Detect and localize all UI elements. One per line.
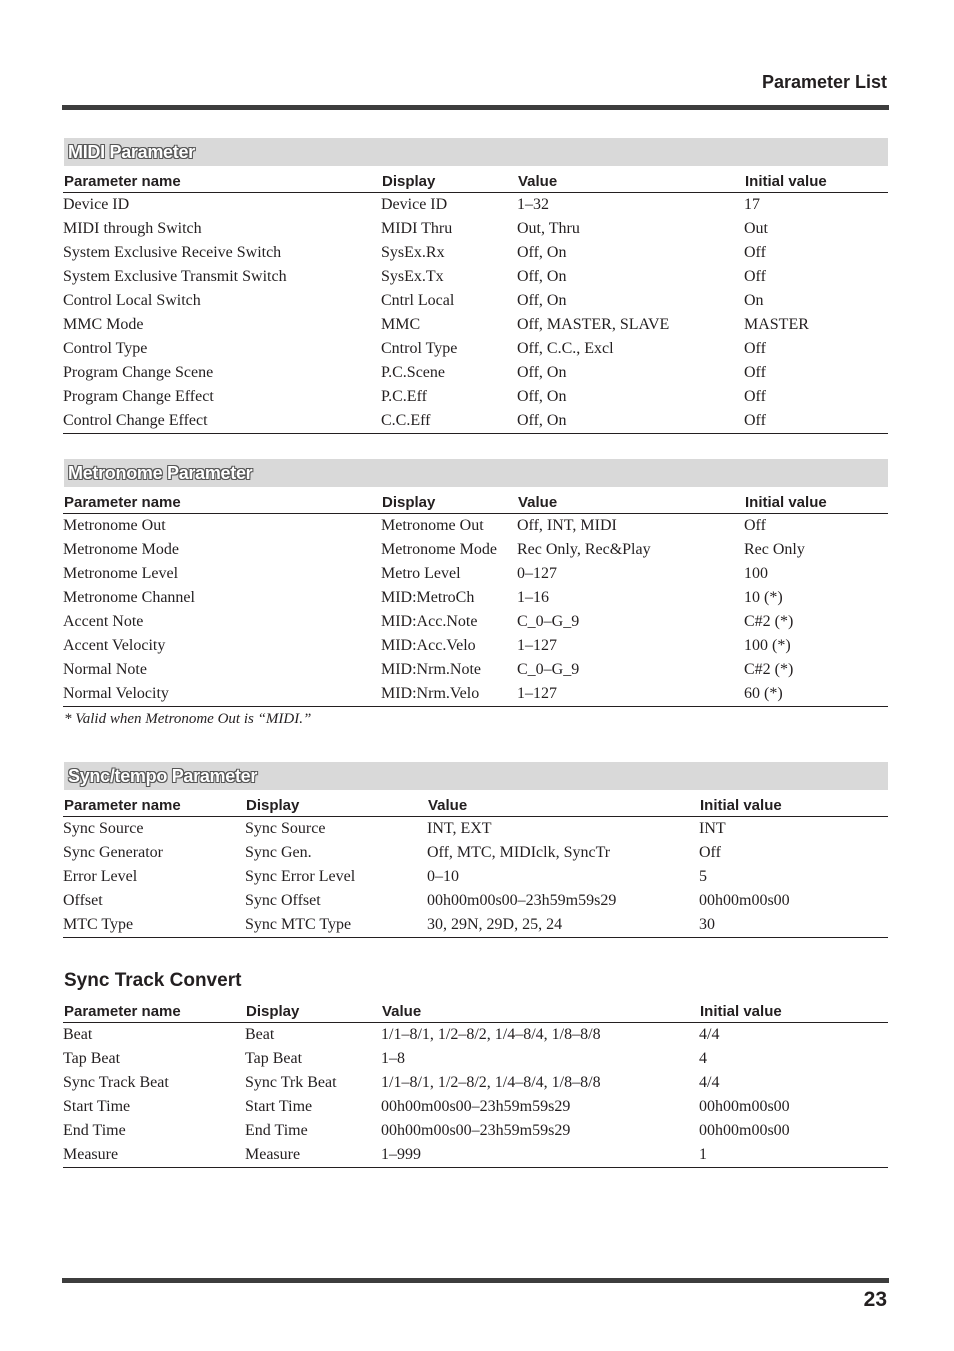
table-cell: Normal Velocity	[63, 682, 381, 707]
table-row	[63, 1143, 888, 1168]
table-cell: 00h00m00s00	[699, 892, 790, 909]
table-cell: P.C.Eff	[381, 388, 427, 405]
table-cell: Measure	[63, 1143, 245, 1168]
table-cell: Off	[744, 517, 766, 534]
table-row	[63, 1047, 888, 1071]
midi-parameter-table	[63, 172, 888, 434]
table-cell: Off, MASTER, SLAVE	[517, 316, 670, 333]
table-row	[63, 841, 888, 865]
table-header-row	[63, 172, 888, 193]
table-cell: Off	[744, 268, 766, 285]
sync-track-convert-heading: Sync Track Convert	[64, 970, 242, 991]
table-cell: 0–10	[427, 868, 459, 885]
column-header: Display	[381, 172, 517, 193]
sync-section-heading: Sync/tempo Parameter	[68, 766, 258, 786]
table-row	[63, 610, 888, 634]
column-header: Parameter name	[63, 1002, 245, 1023]
table-row	[63, 586, 888, 610]
metronome-parameter-table	[63, 493, 888, 707]
table-cell: 30	[699, 913, 888, 938]
column-header: Parameter name	[63, 172, 381, 193]
table-cell: 60 (*)	[744, 682, 888, 707]
table-cell: On	[744, 292, 764, 309]
table-row	[63, 385, 888, 409]
table-cell: 00h00m00s00–23h59m59s29	[427, 892, 617, 909]
table-cell: Off	[744, 340, 766, 357]
footer-rule	[62, 1278, 889, 1283]
table-cell: Program Change Scene	[63, 364, 214, 381]
table-cell: Sync MTC Type	[245, 913, 427, 938]
table-cell: Sync Offset	[245, 892, 321, 909]
table-cell: 1/1–8/1, 1/2–8/2, 1/4–8/4, 1/8–8/8	[381, 1074, 601, 1091]
table-cell: INT	[699, 820, 726, 837]
table-cell: 5	[699, 868, 707, 885]
table-cell: Metronome Mode	[381, 541, 497, 558]
table-cell: Off, C.C., Excl	[517, 340, 614, 357]
table-cell: 30, 29N, 29D, 25, 24	[427, 913, 699, 938]
table-cell: C_0–G_9	[517, 613, 580, 630]
table-row	[63, 817, 888, 842]
table-row	[63, 265, 888, 289]
table-cell: Sync Source	[63, 820, 144, 837]
table-row	[63, 889, 888, 913]
column-header: Value	[517, 172, 744, 193]
table-cell: System Exclusive Receive Switch	[63, 244, 282, 261]
column-header: Parameter name	[63, 493, 381, 514]
table-cell: Off, MTC, MIDIclk, SyncTr	[427, 844, 611, 861]
table-row	[63, 217, 888, 241]
sync-track-convert-table	[63, 1002, 888, 1168]
table-cell: Start Time	[245, 1098, 313, 1115]
table-row	[63, 658, 888, 682]
metronome-section-heading: Metronome Parameter	[68, 463, 253, 483]
table-cell: Offset	[63, 892, 103, 909]
table-row	[63, 241, 888, 265]
header-rule	[62, 105, 889, 110]
table-cell: Accent Velocity	[63, 637, 166, 654]
table-cell: Normal Note	[63, 661, 147, 678]
table-cell: 4	[699, 1050, 707, 1067]
table-row	[63, 1119, 888, 1143]
table-cell: MIDI Thru	[381, 220, 453, 237]
table-cell: Accent Note	[63, 613, 144, 630]
table-cell: 00h00m00s00–23h59m59s29	[381, 1098, 571, 1115]
table-row	[63, 538, 888, 562]
table-cell: MMC Mode	[63, 316, 144, 333]
page-number: 23	[863, 1288, 887, 1311]
table-cell: C.C.Eff	[381, 409, 517, 434]
table-cell: MID:MetroCh	[381, 589, 475, 606]
column-header: Parameter name	[63, 796, 245, 817]
table-cell: MMC	[381, 316, 421, 333]
table-cell: Sync Track Beat	[63, 1074, 169, 1091]
table-cell: 1–999	[381, 1143, 699, 1168]
table-cell: 1–16	[517, 589, 549, 606]
table-cell: Off	[744, 244, 766, 261]
table-cell: Metronome Mode	[63, 541, 179, 558]
table-cell: Off, On	[517, 409, 744, 434]
column-header: Initial value	[699, 1002, 888, 1023]
table-cell: Sync Source	[245, 820, 326, 837]
table-cell: 00h00m00s00–23h59m59s29	[381, 1122, 571, 1139]
metronome-footnote: * Valid when Metronome Out is “MIDI.”	[64, 711, 312, 727]
column-header: Initial value	[744, 493, 888, 514]
table-cell: Tap Beat	[63, 1050, 121, 1067]
sync-section-bar	[64, 762, 888, 790]
table-cell: Control Change Effect	[63, 409, 381, 434]
table-cell: System Exclusive Transmit Switch	[63, 268, 287, 285]
metronome-section-bar	[64, 459, 888, 487]
table-cell: Off, On	[517, 388, 567, 405]
table-cell: Device ID	[63, 196, 130, 213]
column-header: Value	[427, 796, 699, 817]
midi-section-heading: MIDI Parameter	[68, 142, 195, 162]
table-cell: Measure	[245, 1143, 381, 1168]
column-header: Display	[245, 796, 427, 817]
table-cell: Off, On	[517, 292, 567, 309]
table-cell: 100	[744, 565, 768, 582]
table-row	[63, 409, 888, 434]
table-cell: 1–32	[517, 196, 549, 213]
table-cell: Cntrol Type	[381, 340, 458, 357]
column-header: Initial value	[744, 172, 888, 193]
table-cell: SysEx.Tx	[381, 268, 444, 285]
column-header: Initial value	[699, 796, 888, 817]
table-cell: Sync Generator	[63, 844, 163, 861]
table-cell: C_0–G_9	[517, 661, 580, 678]
table-row	[63, 289, 888, 313]
table-cell: Device ID	[381, 196, 448, 213]
table-cell: Off	[744, 364, 766, 381]
table-cell: MASTER	[744, 316, 809, 333]
table-row	[63, 193, 888, 218]
table-cell: Sync Gen.	[245, 844, 312, 861]
table-row	[63, 514, 888, 539]
midi-section-bar	[64, 138, 888, 166]
table-cell: 17	[744, 196, 760, 213]
table-cell: Control Type	[63, 340, 148, 357]
table-row	[63, 1023, 888, 1048]
table-cell: 100 (*)	[744, 637, 791, 654]
table-cell: Tap Beat	[245, 1050, 303, 1067]
table-cell: End Time	[63, 1122, 126, 1139]
table-header-row	[63, 1002, 888, 1023]
table-row	[63, 682, 888, 707]
table-cell: 10 (*)	[744, 589, 783, 606]
table-cell: MTC Type	[63, 913, 245, 938]
table-row	[63, 634, 888, 658]
table-cell: MID:Acc.Velo	[381, 637, 476, 654]
table-cell: Rec Only	[744, 541, 805, 558]
table-row	[63, 562, 888, 586]
table-row	[63, 313, 888, 337]
table-cell: Out, Thru	[517, 220, 580, 237]
column-header: Value	[517, 493, 744, 514]
table-cell: 1–127	[517, 682, 744, 707]
table-cell: 00h00m00s00	[699, 1098, 790, 1115]
column-header: Display	[381, 493, 517, 514]
table-cell: End Time	[245, 1122, 308, 1139]
table-cell: Off, On	[517, 244, 567, 261]
table-row	[63, 361, 888, 385]
table-header-row	[63, 493, 888, 514]
table-cell: MID:Nrm.Note	[381, 661, 481, 678]
table-cell: Beat	[245, 1026, 275, 1043]
table-cell: Off, INT, MIDI	[517, 517, 617, 534]
table-cell: Metronome Level	[63, 565, 179, 582]
table-cell: 1	[699, 1143, 888, 1168]
table-cell: Sync Trk Beat	[245, 1074, 337, 1091]
table-cell: Sync Error Level	[245, 868, 356, 885]
table-row	[63, 1095, 888, 1119]
table-cell: Off, On	[517, 268, 567, 285]
table-cell: C#2 (*)	[744, 613, 794, 630]
table-cell: Metro Level	[381, 565, 461, 582]
table-cell: Control Local Switch	[63, 292, 201, 309]
table-row	[63, 913, 888, 938]
table-cell: SysEx.Rx	[381, 244, 445, 261]
table-cell: Program Change Effect	[63, 388, 214, 405]
table-row	[63, 865, 888, 889]
table-cell: Metronome Channel	[63, 589, 195, 606]
table-cell: Out	[744, 220, 768, 237]
table-cell: P.C.Scene	[381, 364, 445, 381]
table-cell: C#2 (*)	[744, 661, 794, 678]
table-cell: Start Time	[63, 1098, 131, 1115]
column-header: Value	[381, 1002, 699, 1023]
table-cell: Off	[744, 409, 888, 434]
table-cell: INT, EXT	[427, 820, 492, 837]
table-cell: Beat	[63, 1026, 93, 1043]
sync-tempo-parameter-table	[63, 796, 888, 938]
table-cell: MID:Acc.Note	[381, 613, 478, 630]
table-cell: MIDI through Switch	[63, 220, 202, 237]
table-row	[63, 337, 888, 361]
table-cell: 1/1–8/1, 1/2–8/2, 1/4–8/4, 1/8–8/8	[381, 1026, 601, 1043]
page-header-title: Parameter List	[761, 72, 887, 92]
table-cell: Metronome Out	[63, 517, 166, 534]
table-cell: 4/4	[699, 1074, 720, 1091]
table-cell: Cntrl Local	[381, 292, 455, 309]
table-cell: 4/4	[699, 1026, 720, 1043]
table-cell: Off	[744, 388, 766, 405]
table-cell: 00h00m00s00	[699, 1122, 790, 1139]
table-row	[63, 1071, 888, 1095]
table-cell: MID:Nrm.Velo	[381, 682, 517, 707]
table-cell: Metronome Out	[381, 517, 484, 534]
table-cell: Rec Only, Rec&Play	[517, 541, 651, 558]
table-cell: Off, On	[517, 364, 567, 381]
table-cell: 1–127	[517, 637, 557, 654]
table-cell: 0–127	[517, 565, 557, 582]
table-cell: Error Level	[63, 868, 138, 885]
table-cell: 1–8	[381, 1050, 405, 1067]
table-cell: Off	[699, 844, 721, 861]
column-header: Display	[245, 1002, 381, 1023]
table-header-row	[63, 796, 888, 817]
